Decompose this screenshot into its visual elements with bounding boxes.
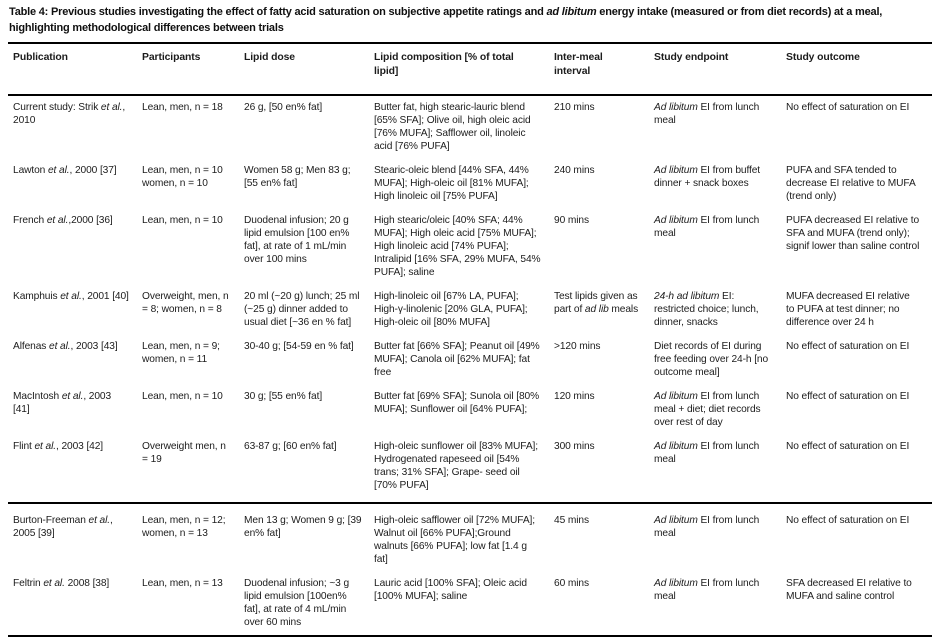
- studies-table: [8, 42, 932, 637]
- cell-outcome: No effect of saturation on EI: [786, 102, 910, 113]
- cell-lipid_dose: Women 58 g; Men 83 g; [55 en% fat]: [244, 165, 351, 189]
- column-header-publication: Publication: [8, 43, 142, 95]
- cell-lipid_dose: Duodenal infusion; ~3 g lipid emulsion [100en% fat], at rate of 4 mL/min over 60 mins: [244, 578, 350, 628]
- cell-outcome: PUFA and SFA tended to decrease EI relative to MUFA (trend only): [786, 165, 916, 202]
- cell-outcome: No effect of saturation on EI: [786, 515, 910, 526]
- cell-outcome: No effect of saturation on EI: [786, 435, 932, 503]
- column-header-endpoint: Study endpoint: [654, 43, 786, 95]
- header-row: [8, 43, 932, 95]
- table-row: [8, 335, 932, 385]
- cell-endpoint: Diet records of EI during free feeding over 24-h [no outcome meal]: [654, 341, 769, 378]
- cell-outcome: PUFA decreased EI relative to SFA and MUFA (trend only); signif lower than saline control: [786, 215, 920, 252]
- cell-outcome: SFA decreased EI relative to MUFA and saline control: [786, 578, 912, 602]
- cell-endpoint: Ad libitum EI from lunch meal: [654, 515, 760, 539]
- cell-endpoint: Ad libitum EI from lunch meal: [654, 435, 786, 503]
- cell-participants: Lean, men, n = 10: [142, 215, 223, 226]
- cell-publication: Current study: Strik et al., 2010: [13, 102, 126, 126]
- cell-outcome: No effect of saturation on EI: [786, 341, 910, 352]
- table-row: [8, 95, 932, 159]
- cell-lipid_composition: High-oleic safflower oil [72% MUFA]; Walnut oil [66% PUFA];Ground walnuts [66% PUFA]; low fat [1.4 g fat]: [374, 515, 535, 565]
- cell-publication: MacIntosh et al., 2003 [41]: [13, 391, 112, 415]
- document-page: [0, 4, 940, 642]
- cell-lipid_composition: High-oleic sunflower oil [83% MUFA]; Hydrogenated rapeseed oil [54% trans; 31% SFA]; Grape- seed oil [70% PUFA]: [374, 435, 554, 503]
- cell-lipid_dose: Duodenal infusion; 20 g lipid emulsion [100 en% fat], at rate of 1 mL/min over 100 mins: [244, 215, 350, 265]
- table-body: [8, 95, 932, 636]
- table-row: [8, 385, 932, 435]
- cell-participants: Lean, men, n = 10: [142, 391, 223, 402]
- cell-lipid_composition: Stearic-oleic blend [44% SFA, 44% MUFA]; High-oleic oil [81% MUFA]; High linoleic oil [75% PUFA]: [374, 165, 529, 202]
- cell-publication: Lawton et al., 2000 [37]: [13, 165, 117, 176]
- cell-endpoint: Ad libitum EI from lunch meal: [654, 578, 760, 602]
- column-header-outcome: Study outcome: [786, 43, 932, 95]
- table-caption: Table 4: Previous studies investigating the effect of fatty acid saturation on subjective appetite ratings and ad libitum energy intake (measured or from diet records) at a meal, highlighting methodological differences between trials: [9, 6, 883, 34]
- cell-endpoint: Ad libitum EI from lunch meal + diet; diet records over rest of day: [654, 391, 761, 428]
- column-header-lipid_dose: Lipid dose: [244, 43, 374, 95]
- cell-outcome: MUFA decreased EI relative to PUFA at test dinner; no difference over 24 h: [786, 291, 910, 328]
- cell-lipid_dose: 30-40 g; [54-59 en % fat]: [244, 341, 354, 352]
- cell-participants: Lean, men, n = 18: [142, 102, 223, 113]
- cell-lipid_composition: Lauric acid [100% SFA]; Oleic acid [100% MUFA]; saline: [374, 578, 527, 602]
- cell-interval: Test lipids given as part of ad lib meals: [554, 291, 639, 315]
- column-header-participants: Participants: [142, 43, 244, 95]
- column-header-interval: Inter-meal interval: [554, 43, 654, 95]
- cell-interval: 120 mins: [554, 391, 595, 402]
- cell-lipid_dose: Men 13 g; Women 9 g; [39 en% fat]: [244, 515, 362, 539]
- column-header-lipid_composition: Lipid composition [% of total lipid]: [374, 43, 554, 95]
- cell-lipid_composition: Butter fat [66% SFA]; Peanut oil [49% MUFA]; Canola oil [62% MUFA]; fat free: [374, 341, 540, 378]
- cell-interval: >120 mins: [554, 341, 601, 352]
- cell-publication: Alfenas et al., 2003 [43]: [13, 341, 118, 352]
- cell-publication: Flint et al., 2003 [42]: [8, 435, 142, 503]
- cell-lipid_composition: Butter fat [69% SFA]; Sunola oil [80% MUFA]; Sunflower oil [64% PUFA];: [374, 391, 540, 415]
- cell-interval: 45 mins: [554, 515, 589, 526]
- table-row: [8, 572, 932, 636]
- table-row: [8, 285, 932, 335]
- cell-participants: Lean, men, n = 10 women, n = 10: [142, 165, 223, 189]
- cell-interval: 90 mins: [554, 215, 589, 226]
- cell-participants: Lean, men, n = 9; women, n = 11: [142, 341, 220, 365]
- cell-interval: 300 mins: [554, 435, 654, 503]
- cell-lipid_dose: 20 ml (~20 g) lunch; 25 ml (~25 g) dinner added to usual diet [~36 en % fat]: [244, 291, 360, 328]
- cell-lipid_composition: High stearic/oleic [40% SFA; 44% MUFA]; High oleic acid [75% MUFA]; High linoleic acid [74% PUFA]; Intralipid [16% SFA, 29% MUFA, 54% PUFA]; saline: [374, 215, 541, 278]
- cell-publication: French et al.,2000 [36]: [13, 215, 113, 226]
- cell-publication: Feltrin et al. 2008 [38]: [13, 578, 110, 589]
- cell-participants: Lean, men, n = 13: [142, 578, 223, 589]
- cell-lipid_dose: 63-87 g; [60 en% fat]: [244, 435, 374, 503]
- table-row: [8, 209, 932, 285]
- cell-interval: 60 mins: [554, 578, 589, 589]
- cell-interval: 210 mins: [554, 102, 595, 113]
- cell-endpoint: Ad libitum EI from lunch meal: [654, 215, 760, 239]
- cell-publication: Burton-Freeman et al., 2005 [39]: [13, 515, 113, 539]
- table-row: [8, 159, 932, 209]
- cell-lipid_composition: Butter fat, high stearic-lauric blend [65% SFA]; Olive oil, high oleic acid [76% MUFA]; Safflower oil, linoleic acid [76% PUFA]: [374, 102, 531, 152]
- cell-endpoint: 24-h ad libitum EI: restricted choice; lunch, dinner, snacks: [654, 291, 759, 328]
- cell-endpoint: Ad libitum EI from buffet dinner + snack boxes: [654, 165, 761, 189]
- cell-participants: Overweight men, n = 19: [142, 435, 244, 503]
- table-row: [8, 503, 932, 572]
- cell-participants: Overweight, men, n = 8; women, n = 8: [142, 291, 229, 315]
- cell-participants: Lean, men, n = 12; women, n = 13: [142, 515, 226, 539]
- table-row: [8, 435, 932, 503]
- cell-lipid_dose: 26 g, [50 en% fat]: [244, 102, 323, 113]
- cell-publication: Kamphuis et al., 2001 [40]: [13, 291, 129, 302]
- cell-lipid_dose: 30 g; [55 en% fat]: [244, 391, 323, 402]
- cell-outcome: No effect of saturation on EI: [786, 391, 910, 402]
- cell-lipid_composition: High-linoleic oil [67% LA, PUFA]; High-γ-linolenic [20% GLA, PUFA]; High-oleic oil [80% MUFA]: [374, 291, 528, 328]
- cell-interval: 240 mins: [554, 165, 595, 176]
- cell-endpoint: Ad libitum EI from lunch meal: [654, 102, 760, 126]
